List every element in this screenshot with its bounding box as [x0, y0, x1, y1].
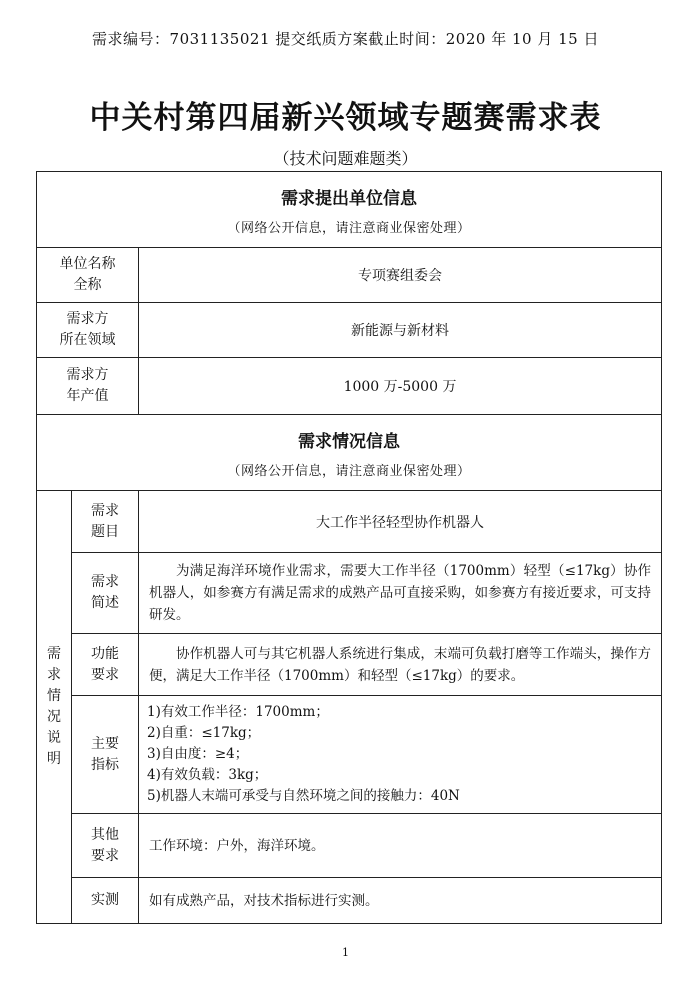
output-label [37, 358, 139, 415]
unit-row-output [37, 358, 662, 415]
unit-name-label-line1: 单位名称 [59, 256, 116, 272]
field-label-line2: 所在领域 [59, 332, 116, 348]
spec-item: 3)自由度：≥4； [147, 746, 249, 762]
page-subtitle: （技术问题难题类） [273, 149, 418, 168]
demand-side-label: 需求情况说明 [47, 646, 61, 767]
specs-list [139, 696, 662, 814]
field-value: 新能源与新材料 [139, 303, 662, 358]
demand-row-specs [37, 696, 662, 814]
field-label-line1: 需求方 [66, 311, 109, 327]
summary-value: 为满足海洋环境作业需求，需要大工作半径（1700mm）轻型（≤17kg）协作机器人，如参赛方有满足需求的成熟产品可直接采购，如参赛方有接近要求，可支持研发。 [149, 563, 652, 623]
summary-label-line2: 简述 [91, 595, 119, 611]
function-label-line2: 要求 [91, 666, 119, 683]
page-title: 中关村第四届新兴领域专题赛需求表 [89, 100, 602, 136]
demand-section-title: 需求情况信息 [298, 431, 401, 452]
summary-label-line1: 需求 [91, 574, 119, 590]
page-number: 1 [342, 946, 349, 959]
unit-section-header [37, 172, 662, 248]
demand-row-summary [37, 553, 662, 634]
demand-row-other [37, 814, 662, 878]
spec-item: 2)自重：≤17kg； [147, 725, 261, 741]
topic-label [72, 491, 139, 553]
function-label [72, 634, 139, 696]
output-label-line2: 年产值 [66, 388, 109, 404]
spec-item: 4)有效负载：3kg； [147, 767, 268, 783]
test-value: 如有成熟产品，对技术指标进行实测。 [139, 878, 662, 924]
function-label-line1: 功能 [91, 645, 119, 662]
unit-name-value: 专项赛组委会 [139, 248, 662, 303]
other-label-line2: 要求 [91, 847, 119, 864]
unit-name-label-line2: 全称 [73, 277, 102, 293]
requirement-header: 需求编号：7031135021 提交纸质方案截止时间：2020 年 10 月 15 日 [92, 30, 599, 48]
topic-label-line2: 题目 [91, 523, 119, 540]
requirement-form-table [36, 171, 662, 924]
unit-row-field [37, 303, 662, 358]
other-label [72, 814, 139, 878]
unit-section-title: 需求提出单位信息 [281, 188, 418, 209]
demand-row-topic [37, 491, 662, 553]
specs-label-line2: 指标 [91, 756, 119, 773]
other-label-line1: 其他 [91, 826, 119, 843]
specs-label-line1: 主要 [91, 735, 119, 752]
spec-item: 5)机器人末端可承受与自然环境之间的接触力：40N [147, 788, 460, 804]
demand-row-test [37, 878, 662, 924]
demand-row-function [37, 634, 662, 696]
unit-name-label [37, 248, 139, 303]
spec-item: 1)有效工作半径：1700mm； [147, 704, 329, 720]
demand-section-header [37, 415, 662, 491]
output-label-line1: 需求方 [66, 367, 109, 383]
topic-value: 大工作半径轻型协作机器人 [139, 491, 662, 553]
unit-section-note: （网络公开信息，请注意商业保密处理） [227, 220, 471, 236]
field-label [37, 303, 139, 358]
specs-label [72, 696, 139, 814]
function-value-cell [139, 634, 662, 696]
other-value: 工作环境：户外，海洋环境。 [139, 814, 662, 878]
summary-value-cell [139, 553, 662, 634]
unit-row-name [37, 248, 662, 303]
demand-section-note: （网络公开信息，请注意商业保密处理） [227, 463, 471, 479]
unit-section-header-row [37, 172, 662, 248]
function-value: 协作机器人可与其它机器人系统进行集成，末端可负载打磨等工作端头，操作方便，满足大工作半径（1700mm）和轻型（≤17kg）的要求。 [149, 645, 652, 684]
summary-label [72, 553, 139, 634]
demand-side-label-cell [37, 491, 72, 924]
output-value: 1000 万-5000 万 [139, 358, 662, 415]
test-label: 实测 [72, 878, 139, 924]
demand-section-header-row [37, 415, 662, 491]
topic-label-line1: 需求 [91, 502, 119, 519]
